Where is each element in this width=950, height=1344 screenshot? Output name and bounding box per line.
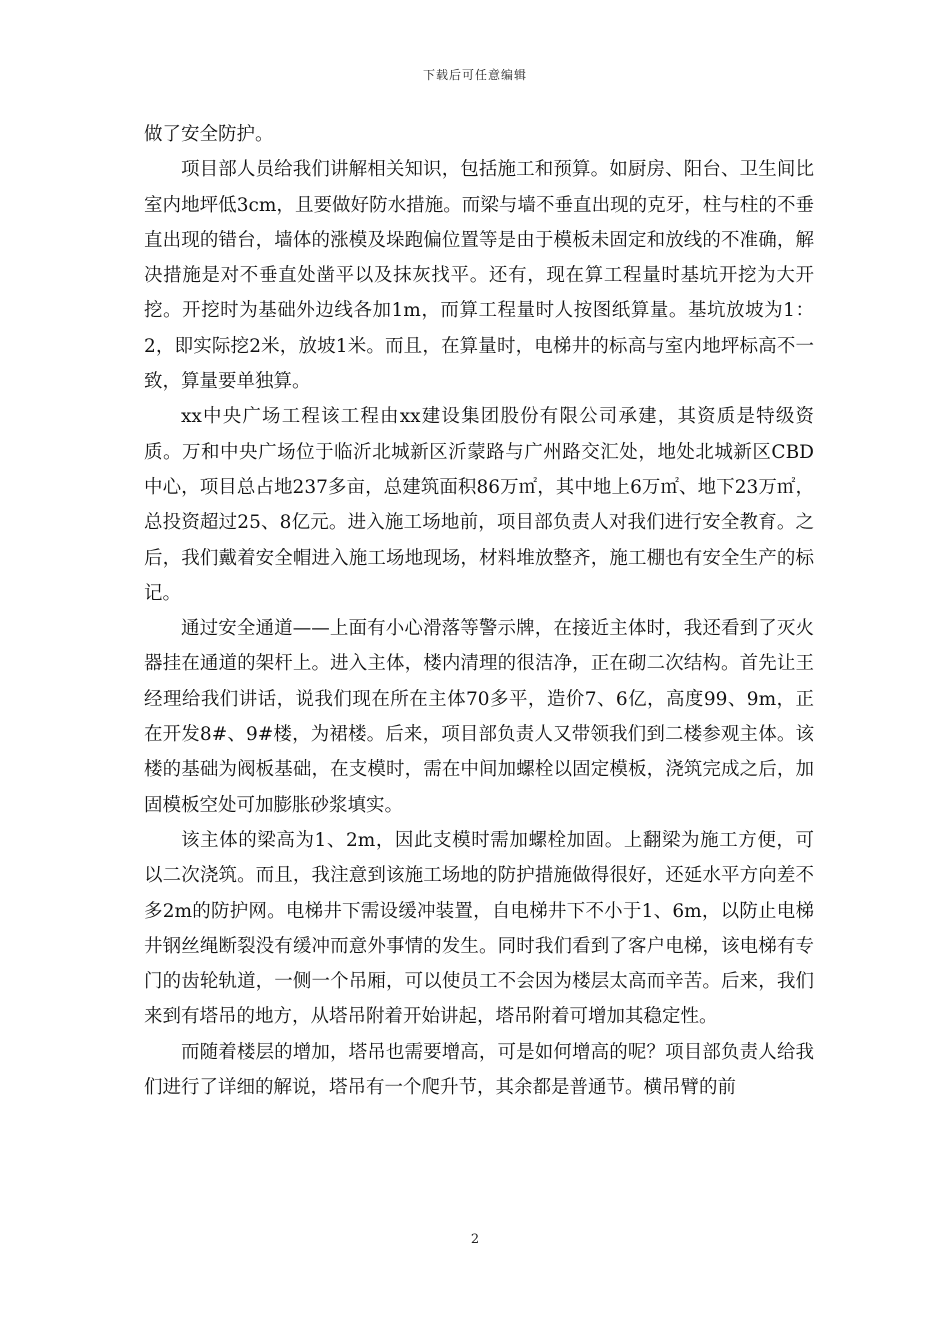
page-header: 下载后可任意编辑 [422,68,527,82]
paragraph-safety-passage: 通过安全通道——上面有小心滑落等警示牌，在接近主体时，我还看到了灭火器挂在通道的架杆上。进入主体，楼内清理的很洁净，正在砌二次结构。首先让王经理给我们讲话，说我们现在所在主体70多平，造价7、6亿，高度99、9m，正在开发8#、9#楼，为裙楼。后来，项目部负责人又带领我们到二楼参观主体。该楼的基础为阀板基础，在支模时，需在中间加螺栓以固定模板，浇筑完成之后，加固模板空处可加膨胀砂浆填实。 [144,618,814,816]
paragraph-beam-height: 该主体的梁高为1、2m，因此支模时需加螺栓加固。上翻梁为施工方便，可以二次浇筑。而且，我注意到该施工场地的防护措施做得很好，还延水平方向差不多2m的防护网。电梯井下需设缓冲装置，自电梯井下不小于1、6m，以防止电梯井钢丝绳断裂没有缓冲而意外事情的发生。同时我们看到了客户电梯，该电梯有专门的齿轮轨道，一侧一个吊厢，可以使员工不会因为楼层太高而辛苦。后来，我们来到有塔吊的地方，从塔吊附着开始讲起，塔吊附着可增加其稳定性。 [144,829,814,1028]
document-body [144,117,814,1105]
paragraph-project-knowledge: 项目部人员给我们讲解相关知识，包括施工和预算。如厨房、阳台、卫生间比室内地坪低3cm，且要做好防水措施。而梁与墙不垂直出现的克牙，柱与柱的不垂直出现的错台，墙体的涨模及垛跑偏位置等是由于模板未固定和放线的不准确，解决措施是对不垂直处凿平以及抹灰找平。还有，现在算工程量时基坑开挖为大开挖。开挖时为基础外边线各加1m，而算工程量时人按图纸算量。基坑放坡为1：2，即实际挖2米，放坡1米。而且，在算量时，电梯井的标高与室内地坪标高不一致，算量要单独算。 [144,159,814,393]
paragraph-central-plaza: xx中央广场工程该工程由xx建设集团股份有限公司承建，其资质是特级资质。万和中央广场位于临沂北城新区沂蒙路与广州路交汇处，地处北城新区CBD中心，项目总占地237多亩，总建筑面积86万㎡，其中地上6万㎡、地下23万㎡，总投资超过25、8亿元。进入施工场地前，项目部负责人对我们进行安全教育。之后，我们戴着安全帽进入施工场地现场，材料堆放整齐，施工棚也有安全生产的标记。 [144,406,814,604]
paragraph-tower-crane: 而随着楼层的增加，塔吊也需要增高，可是如何增高的呢？项目部负责人给我们进行了详细的解说，塔吊有一个爬升节，其余都是普通节。横吊臂的前 [144,1041,814,1099]
paragraph-continued: 做了安全防护。 [144,124,274,145]
page-number: 2 [470,1232,480,1247]
